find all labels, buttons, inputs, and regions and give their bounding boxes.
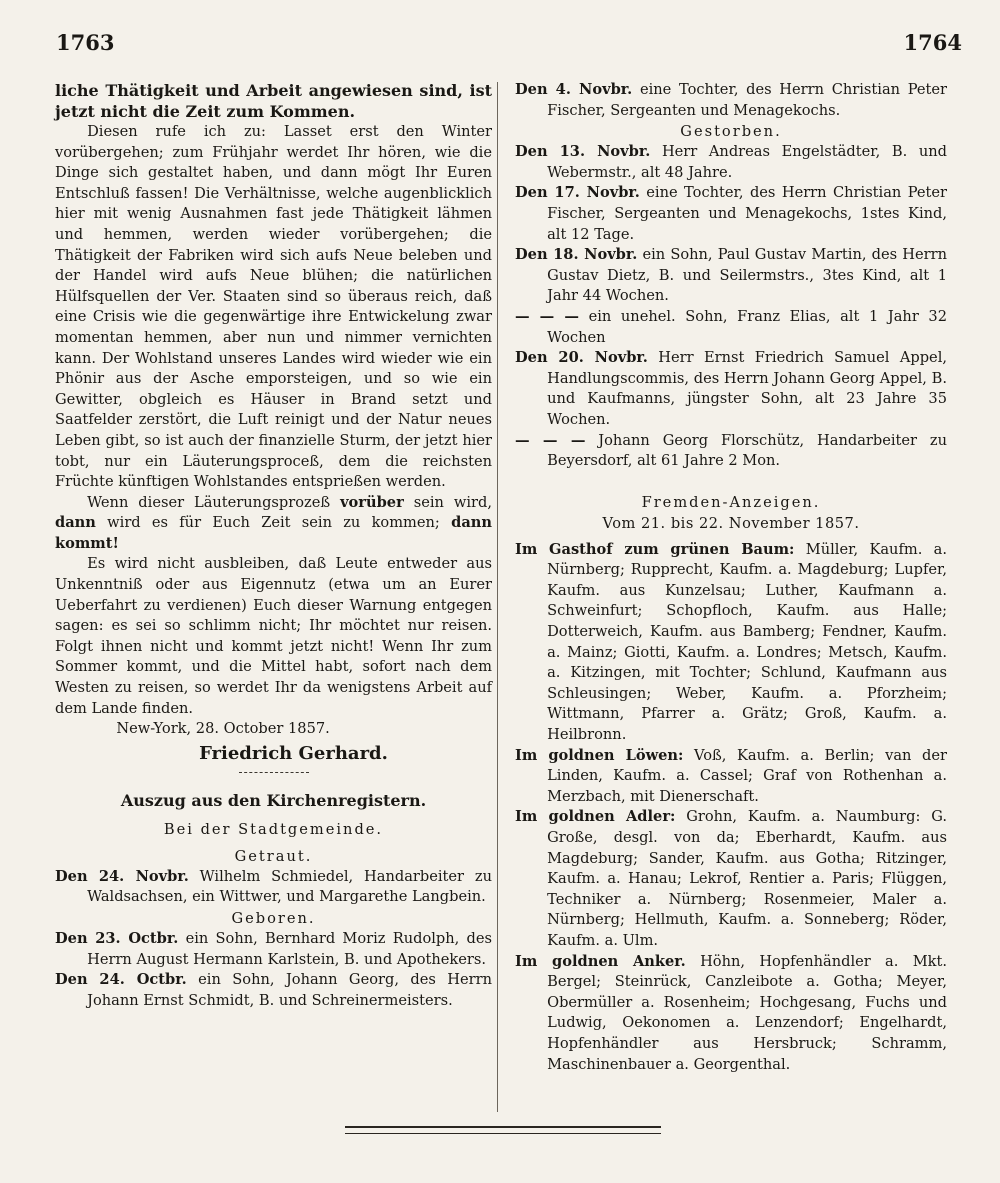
registry-entry-lead: Den 20. Novbr. [515, 349, 648, 367]
signature: Friedrich Gerhard. [199, 742, 388, 764]
body-paragraph: Diesen rufe ich zu: Lasset erst den Winter vorübergehen; zum Frühjahr werdet Ihr hören, wie die Dinge sich gestaltet haben, und dann mögt Ihr Euren Entschluß fassen! Die Verhältnisse, welche augenblicklich hier mit wenig Ausnahmen fast jede Thätigkeit lähmen und hemmen, werden wieder vorübergehen; die Thätigkeit der Fabriken wird sich aufs Neue beleben und der Handel wird aufs Neue blühen; die natürlichen Hülfsquellen der Ver. Staaten sind so überaus reich, daß eine Crisis wie die gegenwärtige ihre Entwickelung zwar momentan hemmen, aber nun und nimmer vernichten kann. Der Wohlstand unseres Landes wird wieder wie ein Phönir aus der Asche emporsteigen, und so wie ein Gewitter, obgleich es Häuser in Brand setzt und Saatfelder zerstört, die Luft reinigt und der Natur neues Leben gibt, so ist auch der finanzielle Sturm, der jetzt hier tobt, nur ein Läuterungsproceß, dem die reichsten Früchte künftigen Wohlstandes entsprießen werden. [55, 123, 492, 491]
hotel-entry-text: Grohn, Kaufm. a. Naumburg: G. Große, desgl. von da; Eberhardt, Kaufm. aus Magdeburg; Sander, Kaufm. aus Gotha; Ritzinger, Kaufm. a. Hanau; Lekrof, Rentier a. Paris; Flüggen, Techniker a. Nürnberg; Rosenmeier, Maler a. Nürnberg; Hellmuth, Kaufm. a. Sonneberg; Röder, Kaufm. a. Ulm. [547, 808, 947, 949]
registry-entry [515, 307, 947, 348]
registry-entry-lead: Den 18. Novbr. [515, 246, 638, 264]
registry-entry-text: Wilhelm Schmiedel, Handarbeiter zu Waldsachsen, ein Wittwer, und Margarethe Langbein. [87, 867, 492, 906]
hotel-entry-lead: Im goldnen Adler: [515, 808, 676, 826]
hotel-entry [515, 807, 947, 951]
registry-entry-lead: — — — [515, 431, 586, 449]
registry-entry [515, 183, 947, 245]
registry-entry-text: Herr Ernst Friedrich Samuel Appel, Handlungscommis, des Herrn Johann Georg Appel, B. und Kaufmanns, jüngster Sohn, alt 23 Jahre 35 Wochen. [547, 349, 947, 428]
hotel-entry [515, 540, 947, 746]
subheading: Bei der Stadtgemeinde. [163, 820, 384, 838]
registry-entry-text: ein unehel. Sohn, Franz Elias, alt 1 Jahr 32 Wochen [547, 307, 947, 346]
left-column [55, 80, 492, 1011]
right-column [515, 80, 947, 1075]
lead-paragraph: liche Thätigkeit und Arbeit angewiesen sind, ist jetzt nicht die Zeit zum Kommen. [55, 81, 492, 121]
registry-entry-lead: Den 24. Octbr. [55, 971, 187, 989]
registry-entry [515, 142, 947, 183]
registry-entry-lead: Den 13. Novbr. [515, 143, 651, 161]
body-paragraph: Es wird nicht ausbleiben, daß Leute entweder aus Unkenntniß oder aus Eigennutz (etwa um an Eurer Ueberfahrt zu verdienen) Euch dieser Warnung entgegen sagen: es sei so schlimm nicht; Ihr möchtet nur reisen. Folgt ihnen nicht und kommt jetzt nicht! Wenn Ihr zum Sommer kommt, und die Mittel habt, sofort nach dem Westen zu reisen, so werdet Ihr da wenigstens Arbeit auf dem Lande finden. [55, 555, 492, 717]
registry-entry-lead: Den 17. Novbr. [515, 184, 640, 202]
registry-entry [515, 431, 947, 472]
hotel-entry-text: Voß, Kaufm. a. Berlin; van der Linden, Kaufm. a. Cassel; Graf von Rothenhan a. Merzbach, mit Dienerschaft. [547, 746, 948, 805]
born-list [55, 929, 492, 1011]
born-list-continued [515, 80, 947, 121]
registry-entry-lead: — — — [515, 307, 579, 325]
registry-entry-text: eine Tochter, des Herrn Christian Peter Fischer, Sergeanten und Menagekochs, 1stes Kind, alt 12 Tage. [547, 184, 948, 243]
registry-entry-text: ein Sohn, Bernhard Moriz Rudolph, des Herrn August Hermann Karlstein, B. und Apothekers. [87, 930, 493, 968]
arrivals-dates: Vom 21. bis 22. November 1857. [602, 514, 860, 532]
registry-entry [55, 970, 492, 1011]
registry-entry-text: Johann Georg Florschütz, Handarbeiter zu Beyersdorf, alt 61 Jahre 2 Mon. [547, 431, 947, 470]
died-heading: Gestorben. [680, 123, 782, 141]
section-heading: Auszug aus den Kirchenregistern. [120, 790, 427, 810]
hotel-entry-lead: Im Gasthof zum grünen Baum: [515, 540, 795, 558]
born-heading: Geboren. [231, 910, 316, 927]
hotel-entry-text: Höhn, Hopfenhändler a. Mkt. Bergel; Steinrück, Canzleibote a. Gotha; Meyer, Obermüller a. Rosenheim; Hochgesang, Fuchs und Ludwig, Oekonomen a. Lenzendorf; Engelhardt, Hopfenhändler aus Hersbruck; Schramm, Maschinenbauer a. Georgenthal. [547, 952, 947, 1073]
registry-entry [515, 80, 947, 121]
married-list [55, 867, 492, 908]
registry-entry-text: eine Tochter, des Herrn Christian Peter Fischer, Sergeanten und Menagekochs. [547, 81, 948, 119]
registry-entry [55, 867, 492, 908]
registry-entry [55, 929, 492, 970]
registry-entry-lead: Den 4. Novbr. [515, 81, 633, 98]
hotel-list [515, 540, 947, 1075]
registry-entry [515, 245, 947, 307]
section-separator [239, 772, 309, 773]
registry-entry-text: ein Sohn, Paul Gustav Martin, des Herrn Gustav Dietz, B. und Seilermstrs., 3tes Kind, alt 1 Jahr 44 Wochen. [547, 246, 947, 305]
hotel-entry-lead: Im goldnen Anker. [515, 952, 686, 970]
bottom-rule [345, 1126, 661, 1134]
column-divider [497, 82, 498, 1112]
hotel-entry-text: Müller, Kaufm. a. Nürnberg; Rupprecht, Kaufm. a. Magdeburg; Lupfer, Kaufm. aus Kunzelsau; Luther, Kaufmann a. Schweinfurt; Schopfloch, Kaufm. aus Halle; Dotterweich, Kaufm. aus Bamberg; Fendner, Kaufm. a. Mainz; Giotti, Kaufm. a. Londres; Metsch, Kaufm. a. Kitzingen, mit Tochter; Schlund, Kaufmann aus Schleusingen; Weber, Kaufm. a. Pforzheim; Wittmann, Pfarrer a. Grätz; Groß, Kaufm. a. Heilbronn. [547, 540, 948, 744]
arrivals-heading: Fremden-Anzeigen. [641, 493, 821, 511]
hotel-entry [515, 746, 947, 808]
page-number-left: 1763 [56, 30, 115, 55]
registry-entry-lead: Den 23. Octbr. [55, 930, 179, 947]
page-number-right: 1764 [903, 30, 962, 55]
hotel-entry [515, 952, 947, 1076]
hotel-entry-lead: Im goldnen Löwen: [515, 746, 684, 764]
dateline: New-York, 28. October 1857. [116, 720, 330, 738]
body-paragraph-emphasis: Wenn dieser Läuterungsprozeß vorüber sein wird, dann wird es für Euch Zeit sein zu kommen; dann kommt! [55, 493, 493, 552]
died-list [515, 142, 947, 472]
registry-entry-text: Herr Andreas Engelstädter, B. und Webermstr., alt 48 Jahre. [547, 143, 947, 181]
registry-entry-text: ein Sohn, Johann Georg, des Herrn Johann Ernst Schmidt, B. und Schreinermeisters. [87, 971, 493, 1009]
registry-entry-lead: Den 24. Novbr. [55, 867, 189, 885]
registry-entry [515, 348, 947, 430]
married-heading: Getraut. [234, 847, 313, 865]
